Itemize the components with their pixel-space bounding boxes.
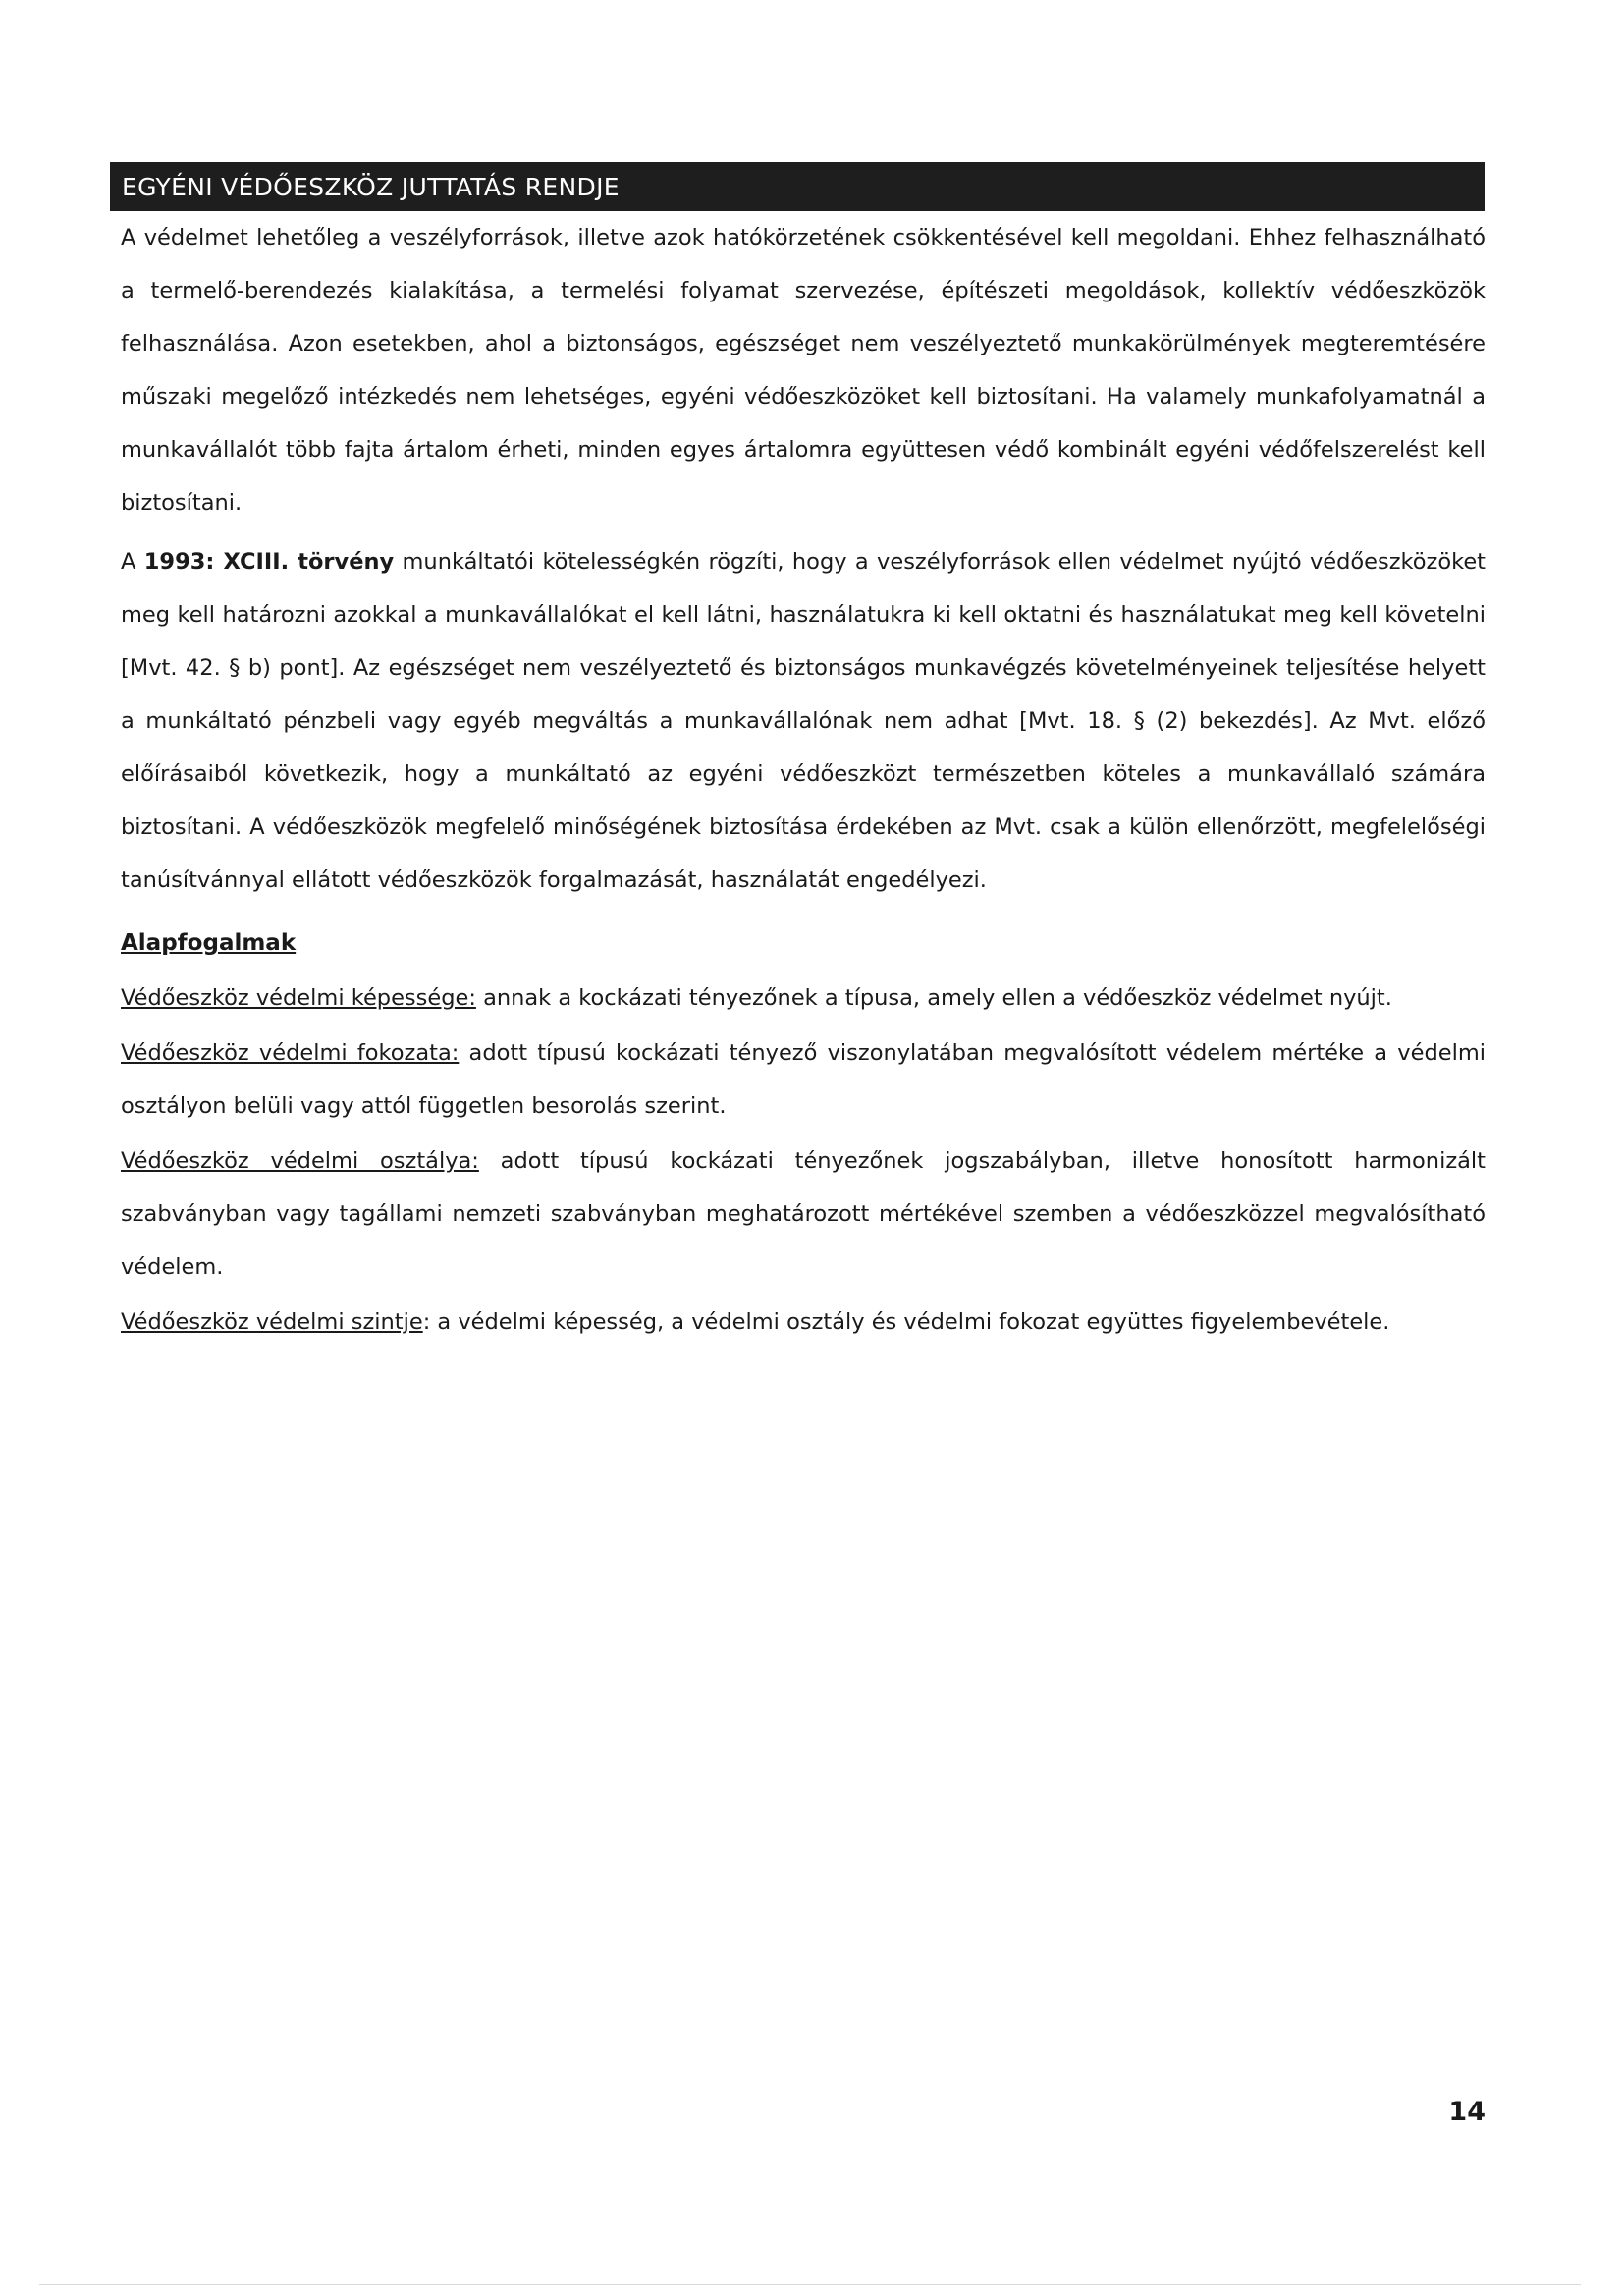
definition-text: annak a kockázati tényezőnek a típusa, amely ellen a védőeszköz védelmet nyújt.: [475, 985, 1392, 1011]
definition-text: adott típusú kockázati tényezőnek jogszabályban, illetve honosított harmonizált szabványban vagy tagállami nemzeti szabványban meghatározott mértékével szemben a védőeszközzel megvalósítható védelem.: [121, 1148, 1486, 1280]
definition-text: adott típusú kockázati tényező viszonylatában megvalósított védelem mértéke a védelmi osztályon belüli vagy attól független besorolás szerint.: [121, 1040, 1486, 1119]
section-title: EGYÉNI VÉDŐESZKÖZ JUTTATÁS RENDJE: [122, 172, 620, 201]
definition-term: Védőeszköz védelmi képessége:: [121, 985, 476, 1011]
page-bottom-divider: [39, 2284, 1581, 2285]
definition-term: Védőeszköz védelmi fokozata:: [121, 1040, 460, 1066]
document-body: [121, 211, 1486, 1348]
definitions-heading: Alapfogalmak: [121, 930, 297, 956]
definition-item: [121, 1295, 1486, 1348]
legal-paragraph: [121, 535, 1486, 906]
intro-paragraph: A védelmet lehetőleg a veszélyforrások, illetve azok hatókörzetének csökkentésével kell megoldani. Ehhez felhasználható a termelő-berendezés kialakítása, a termelési folyamat szervezése, építészeti megoldások, kollektív védőeszközök felhasználása. Azon esetekben, ahol a biztonságos, egészséget nem veszélyeztető munkakörülmények megteremtésére műszaki megelőző intézkedés nem lehetséges, egyéni védőeszközöket kell biztosítani. Ha valamely munkafolyamatnál a munkavállalót több fajta ártalom érheti, minden egyes ártalomra együttesen védő kombinált egyéni védőfelszerelést kell biztosítani.: [121, 225, 1486, 516]
law-reference: 1993: XCIII. törvény: [143, 549, 395, 574]
legal-paragraph-text: munkáltatói kötelességkén rögzíti, hogy a veszélyforrások ellen védelmet nyújtó védőeszközöket meg kell határozni azokkal a munkavállalókat el kell látni, használatukra ki kell oktatni és használatukat meg kell követelni [Mvt. 42. § b) pont]. Az egészséget nem veszélyeztető és biztonságos munkavégzés követelményeinek teljesítése helyett a munkáltató pénzbeli vagy egyéb megváltás a munkavállalónak nem adhat [Mvt. 18. § (2) bekezdés]. Az Mvt. előző előírásaiból következik, hogy a munkáltató az egyéni védőeszközt természetben köteles a munkavállaló számára biztosítani. A védőeszközök megfelelő minőségének biztosítása érdekében az Mvt. csak a külön ellenőrzött, megfelelőségi tanúsítvánnyal ellátott védőeszközök forgalmazását, használatát engedélyezi.: [121, 549, 1486, 893]
definition-term: Védőeszköz védelmi szintje: [121, 1309, 423, 1335]
legal-paragraph-prefix: A: [121, 549, 136, 574]
definition-item: [121, 1026, 1486, 1132]
definition-item: [121, 1134, 1486, 1293]
definition-text: : a védelmi képesség, a védelmi osztály és védelmi fokozat együttes figyelembevétele.: [422, 1309, 1390, 1335]
page-number: 14: [1448, 2097, 1486, 2127]
section-header-bar: [110, 162, 1485, 211]
definition-item: [121, 971, 1486, 1024]
definition-term: Védőeszköz védelmi osztálya:: [121, 1148, 479, 1174]
